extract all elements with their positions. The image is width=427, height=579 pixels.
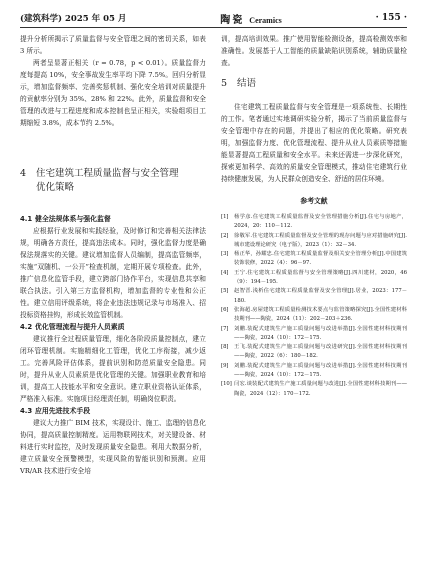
reference-text: 张海超.房屋建筑工程质量检测技术要点与监管策略探究[J].全国性建材科技期刊——陶瓷，2024（11）：202－203＋236. xyxy=(234,306,407,323)
section-title: 结语 xyxy=(237,78,257,89)
reference-item xyxy=(221,325,407,344)
reference-item xyxy=(221,269,407,288)
reference-number: [8] xyxy=(221,344,229,351)
reference-item xyxy=(221,343,407,362)
reference-text: 杨正华，孙耀忠.住宅建筑工程质量监督及相关安全管理分析[J].中国建筑装饰装修，2022（4）：96－97. xyxy=(234,251,407,267)
reference-list xyxy=(221,213,407,399)
references-title: 参考文献 xyxy=(300,197,328,205)
reference-item xyxy=(221,232,407,251)
reference-item xyxy=(221,380,407,399)
journal-title-en: Ceramics xyxy=(249,15,282,25)
journal-info: (建筑科学) 2025 年 05 月 xyxy=(20,14,127,24)
reference-number: [2] xyxy=(221,232,229,239)
section-number: 4 xyxy=(20,168,27,179)
paragraph: 提升分析所揭示了质量监督与安全管理之间的密切关系，如表 3 所示。 xyxy=(20,35,206,55)
paragraph: 应根据行业发展和实践经验，及时修订和完善相关法律法规，明确各方责任，提高违法成本。同时，强化监督力度是确保法规落实的关键。建议增加监督人员编制，提高监管频率，实施“双随机、一公开”检查机制，定期开展专项检查。此外，推广信息化监管手段，建立跨部门协作平台，实现信息共享和联合执法。引入第三方监督机构，增加监督的专业性和公正性。建立信用评级系统，将企业违法违规记录与市场准入、招投标资格挂钩，形成长效监管机制。 xyxy=(20,227,206,319)
reference-item xyxy=(221,362,407,381)
reference-text: 杨学彦.住宅建筑工程质量监督及安全管理措施分析[J].住宅与房地产，2024，20：110－112. xyxy=(234,214,407,230)
journal-title-cn: 陶瓷 xyxy=(220,14,245,26)
reference-text: 刘鹏.装配式建筑生产施工质量问题与改进举措[J].全国性建材科技期刊——陶瓷，2024（10）：172－175. xyxy=(234,362,407,379)
reference-number: [6] xyxy=(221,306,229,313)
reference-text: 徐敬军.住宅建筑工程质量监督及安全管理的现存问题与应对措施研究[J].城市建设理论研究（电子版），2023（1）：32－34. xyxy=(234,232,407,248)
subsection-heading xyxy=(20,321,206,333)
section-title-line2: 优化策略 xyxy=(36,182,75,193)
subsection-heading xyxy=(20,213,206,225)
reference-number: [10] xyxy=(221,381,232,388)
section-title: 住宅建筑工程质量监督与安全管理 xyxy=(36,168,179,179)
reference-item xyxy=(221,213,407,232)
reference-item xyxy=(221,306,407,325)
reference-number: [1] xyxy=(221,214,229,220)
reference-item xyxy=(221,287,407,306)
reference-text: 刘鹏.装配式建筑生产施工质量问题与改进举措[J].全国性建材科技期刊——陶瓷，2024（10）：172－175. xyxy=(234,325,407,341)
reference-text: 王飞.装配式建筑生产施工质量问题与改进研究[J].全国性建材科技期刊——陶瓷，2022（6）：180－182. xyxy=(234,344,407,360)
paragraph: 建议大力推广 BIM 技术，实现设计、施工、监理的信息化协同，提高质量控制精度。运用物联网技术，对关键设备、材料进行实时监控，及时发现质量安全隐患。利用大数据分析，建立质量安全预警模型，实现风险的智能识别和预测。应用 VR/AR 技术进行安全培 xyxy=(20,419,206,475)
paragraph: 训，提高培训效果。推广使用智能检测设备，提高检测效率和准确性。发展基于人工智能的质量缺陷识别系统，辅助质量检查。 xyxy=(221,35,407,67)
reference-text: 闫宏.谈装配式建筑生产施工质量问题与改进[J].全国性建材科技期刊——陶瓷，2024（12）：170－172. xyxy=(234,381,407,397)
subsection-title: 应用先进技术手段 xyxy=(35,407,91,415)
section-heading xyxy=(20,167,206,195)
reference-text: 赵智晋.浅析住宅建筑工程质量监督及安全管理[J].居业，2023：177－180. xyxy=(234,288,407,304)
journal-title xyxy=(220,11,281,26)
reference-number: [4] xyxy=(221,269,229,276)
subsection-heading xyxy=(20,405,206,417)
reference-number: [3] xyxy=(221,251,229,258)
page-number: · 155 · xyxy=(375,13,407,23)
reference-item xyxy=(221,250,407,269)
reference-text: 王宁.住宅建筑工程质量监督与安全管理策略[J].四川建材，2020，46（9）：194－195. xyxy=(234,269,407,286)
subsection-number: 4.2 xyxy=(20,323,33,331)
subsection-number: 4.1 xyxy=(20,215,33,223)
reference-number: [5] xyxy=(221,288,229,295)
reference-number: [7] xyxy=(221,325,229,332)
subsection-number: 4.3 xyxy=(20,407,33,415)
paragraph: 两者呈显著正相关（r = 0.78，p < 0.01）。质量监督力度每提高 10%，安全事故发生率平均下降 7.5%。回归分析显示，增加监督频率、完善奖惩机制、强化安全培训对质量提升的贡献率分别为 35%、28% 和 22%。此外，质量监督和安全管理的改进与工程进度和成本控制也呈正相关，实验组项目工期缩短 3.8%，成本节约 2.5%。 xyxy=(20,59,206,127)
subsection-title: 健全法规体系与强化监督 xyxy=(35,215,111,223)
running-header xyxy=(20,10,407,26)
header-rule xyxy=(20,27,407,28)
section-heading xyxy=(221,77,407,91)
section-number: 5 xyxy=(221,78,228,89)
reference-number: [9] xyxy=(221,362,229,369)
left-column xyxy=(20,33,206,477)
paragraph: 建议推行全过程质量管理，细化各阶段质量控制点，建立闭环管理机制。实施精细化工管理，优化工序衔接，减少返工。完善风险评估体系，提前识别和防范质量安全隐患。同时，提升从业人员素质是优化管理的关键。加强职业教育和培训，提高工人技能水平和安全意识。建立职业资格认证体系，严格准入标准。实施项目经理责任制，明确岗位职责。 xyxy=(20,335,206,403)
right-column xyxy=(221,33,407,399)
paragraph: 住宅建筑工程质量监督与安全管理是一项系统性、长期性的工作。笔者通过实地调研实验分析，揭示了当前质量监督与安全管理中存在的问题，并提出了相应的优化策略。研究表明，加强监督力度、优化管理流程、提升从业人员素质等措施能显著提高工程质量和安全水平。未来还需进一步深化研究，探索更加科学、高效的质量安全管理模式，推动住宅建筑行业持续健康发展，为人民群众创造安全、舒适的居住环境。 xyxy=(221,103,407,183)
subsection-title: 优化管理流程与提升人员素质 xyxy=(35,323,125,331)
